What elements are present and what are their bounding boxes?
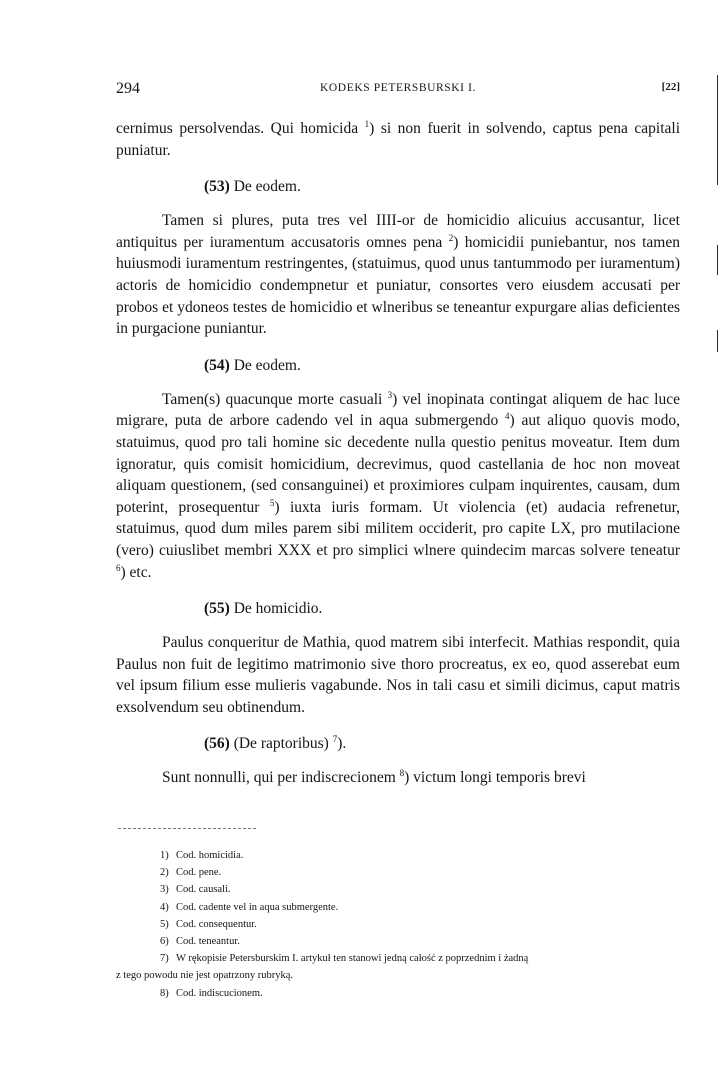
scan-edge-line [717, 75, 719, 185]
paragraph-53: Tamen si plures, puta tres vel IIII-or de homicidio alicuius accusantur, licet antiquitus per iuramentum accusatoris omnes pena $^2$) homicidii puniebantur, nos tamen huiusmodi iuramentum restringentes, (statuimus, quod unus tantummodo per iuramentum) actoris de homicidio condempnetur et puniatur, consortes vero eiusdem accusati per probos et ydoneos testes de homicidio et wlneribus se teneantur expurgare alias deficientes in purgacione puniantur. [116, 212, 680, 338]
article-title: De eodem. [229, 356, 301, 374]
footnote-mark: 5) [160, 918, 169, 930]
footnote-continuation [116, 967, 680, 984]
article-heading-54 [204, 355, 680, 376]
footnote-mark: 8) [160, 987, 169, 999]
footnote-text: Cod. indiscucionem. [176, 987, 263, 999]
footnote [116, 847, 680, 864]
footnote-text: Cod. consequentur. [176, 918, 257, 930]
footnote-mark: 1) [160, 850, 169, 861]
footnote-ref: 6 [116, 562, 121, 573]
footnote-text: Cod. teneantur. [176, 936, 240, 948]
footnote-text: Cod. cadente vel in aqua submergente. [176, 901, 339, 913]
footnote-text: z tego powodu nie jest opatrzony rubryką. [116, 970, 293, 982]
footnote [116, 985, 680, 1002]
footnote-mark: 6) [160, 936, 169, 948]
footnote [116, 881, 680, 898]
footnote [116, 916, 680, 933]
footnote-mark: 3) [160, 884, 169, 896]
scan-edge-line [717, 330, 719, 352]
page-number: 294 [116, 80, 140, 97]
footnote-ref: 3 [387, 389, 393, 400]
paragraph-56: Sunt nonnulli, qui per indiscrecionem $^8$) victum longi temporis brevi [162, 768, 586, 787]
page-header [116, 80, 680, 102]
paragraph-54: Tamen(s) quacunque morte casuali $^3$) vel inopinata contingat aliquem de hac luce migrare, puta de arbore cadendo vel in aqua submergendo $^4$) aut aliquo quovis modo, statuimus, quod pro tali homine sic decedente nulla questio penitus moveatur. Item dum ignoratur, quis comisit homicidium, decrevimus, quod castellania de hoc non moveat aliquam questionem, (sed consanguinei) et proximiores culpam inquirentes, causam, dum poterint, prosequentur $^5$) iuxta iuris formam. Ut violencia (et) audacia refrenetur, statuimus, quod dum miles parem sibi militem occiderit, pro capite LX, pro mutilacione (vero) cuiuslibet membri XXX et pro simplici wlnere quindecim marcas solvere teneatur $^6$) etc. [116, 389, 681, 581]
footnote-ref: 2 [448, 232, 454, 243]
article-heading-56: (56) (De raptoribus) $^7$). [204, 734, 347, 753]
footnote-mark: 7) [160, 953, 169, 965]
footnote-mark: 4) [160, 901, 169, 913]
footnote-ref: 1 [364, 119, 370, 129]
article-number: (54) [204, 356, 230, 374]
footnote-separator [118, 828, 256, 829]
footnote-ref: 5 [269, 497, 275, 508]
footnotes [116, 847, 680, 1002]
scan-edge-line [717, 245, 719, 275]
footnote-text: W rękopisie Petersburskim I. artykuł ten stanowi jedną całość z poprzednim i żadną [176, 953, 529, 965]
article-number: (53) [204, 178, 230, 196]
footnote [116, 864, 680, 881]
footnote-mark: 2) [160, 867, 169, 879]
footnote-ref: 8 [399, 768, 405, 779]
article-heading-53 [204, 176, 680, 197]
running-head: KODEKS PETERSBURSKI I. [319, 82, 476, 94]
article-number: (56) [204, 735, 230, 753]
footnote-text: Cod. pene. [176, 867, 222, 879]
footnote-ref: 4 [505, 411, 510, 422]
paragraph-55: Paulus conqueritur de Mathia, quod matrem sibi interfecit. Mathias respondit, quia Paulus non fuit de legitimo matrimonio sive thoro procreatus, ex eo, quod asserebat eum vel ipsum filium esse mulieris vagabunde. Nos in tali casu et simili dicimus, caput matris exsolvendum seu obtinendum. [116, 634, 680, 716]
footnote-ref: 7 [332, 734, 338, 745]
main-text [116, 118, 680, 789]
article-title: De homicidio. [229, 600, 323, 618]
article-heading-55 [204, 598, 680, 619]
article-title: (De raptoribus) [229, 735, 333, 753]
footnote [116, 933, 680, 950]
article-number: (55) [204, 600, 230, 618]
footnote [116, 950, 680, 967]
footnote [116, 899, 680, 916]
article-title: De eodem. [229, 178, 301, 196]
footnote-text: Cod. causali. [176, 884, 231, 896]
folio-number: [22] [661, 81, 680, 93]
footnote-text: Cod. homicidia. [176, 850, 244, 861]
paragraph-continuation: cernimus persolvendas. Qui homicida $^1$) si non fuerit in solvendo, captus pena capitali puniatur. [116, 119, 681, 159]
